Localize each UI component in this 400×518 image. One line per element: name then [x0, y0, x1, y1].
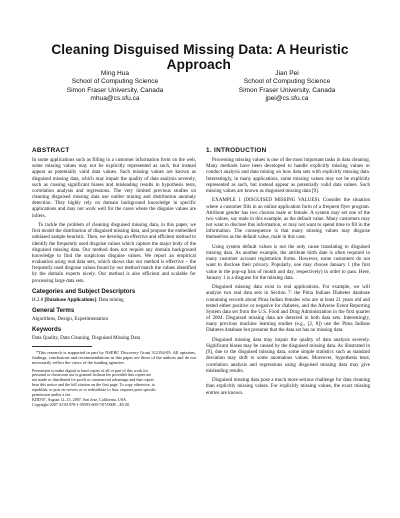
category-code: H.2.8 — [32, 296, 44, 303]
copyright-notice — [32, 369, 196, 408]
abstract-heading: ABSTRACT — [32, 147, 70, 154]
general-terms-heading: General Terms — [32, 306, 75, 314]
title-footnote-mark: * — [230, 57, 234, 63]
author-affiliation: Simon Fraser University, Canada — [238, 86, 336, 94]
introduction-heading: 1. INTRODUCTION — [206, 147, 267, 154]
category-detail: : Data mining — [95, 296, 124, 303]
intro-paragraph: Disguised missing data pose a much more serious challenge for data cleaning than explicitly missing values. For explicitly missing values, the exact missing entries are known. — [206, 377, 370, 396]
abstract-paragraph: To tackle the problem of cleaning disguised missing data, in this paper, we first model the distribution of disguised missing data, and propose the embedded unbiased sample heuristic. Then, we develop an effective and efficient method to identify the frequently used disguise values which capture the major body of the disguised missing data. Our method does not require any domain background knowledge to find the suspicious disguise values. We report an empirical evaluation using real data sets, which shows that our method is effective – the frequently used disguise values found by our method match the values identified by the domain experts nicely. Our method is also efficient and scalable for processing large data sets. — [32, 222, 196, 284]
copyright-line: Permission to make digital or hard copies of all or part of this work for — [32, 367, 148, 373]
paper-title-text: Cleaning Disguised Missing Data: A Heuristic Approach — [51, 42, 349, 72]
author-name: Ming Hua — [100, 70, 130, 77]
intro-paragraph: Disguised missing data exist in real applications. For example, we will analyze two real data sets in Section 7: the Pima Indians Diabetes database containing records about Pima Indian females who are at least 21 years old and tested either positive or negative for diabetes, and the Adverse Event Reporting System data set from the U.S. Food and Drug Administration in the first quarter of 2004. Disguised missing data are detected in both data sets. Interestingly, many previous machine learning studies (e.g., [2, 8]) use the Pima Indians Diabetes database but presume that the data set has no missing data. — [206, 284, 370, 334]
copyright-line: republish, to post on servers or to redistribute to lists, requires prior specific — [32, 387, 157, 393]
categories-text — [32, 297, 196, 303]
author-affiliation: Simon Fraser University, Canada — [66, 86, 164, 94]
funding-footnote: *This research is supported in part by NSERC Discovery Grant 312194-05. All opinions, findings, conclusions and recommendations in this paper are those of the authors and do not necessarily reflect the views of the funding agencies. — [32, 349, 196, 366]
right-column — [206, 148, 370, 399]
copyright-line: Copyright 2007 ACM 978-1-59593-609-7/07/0008 ...$5.00. — [32, 401, 130, 407]
author-name: Jian Pei — [275, 70, 299, 77]
category-name: [Database Applications] — [44, 296, 96, 303]
author-affiliation: School of Computing Science — [71, 78, 159, 86]
general-terms-text: Algorithms, Design, Experimentation — [32, 316, 108, 323]
intro-paragraph: Processing missing values is one of the most important tasks in data cleaning. Many methods have been developed to handle explicitly missing values or conduct analysis and data mining on how data sets with explicitly missing data. Interestingly, in many applications, some missing values may not be explicitly represented as such, but instead appear as potentially valid data values. Such missing values are known as disguised missing data [9]. — [206, 157, 370, 194]
author-block-2 — [202, 70, 372, 103]
keywords-heading: Keywords — [32, 326, 62, 334]
keywords-text: Data Quality, Data Cleaning, Disguised Missing Data — [32, 335, 141, 342]
left-column — [32, 148, 196, 408]
intro-paragraph: Disguised missing data may impair the quality of data analysis severely. Significant biases may be caused by the disguised missing data. As illustrated in [9], due to the disguised missing data, some simple statistics such as standard deviation may shift to some anomalous values. Moreover, hypothesis tests, correlation analysis and regressions using disguised missing data may give misleading results. — [206, 336, 370, 374]
footnote-divider — [32, 346, 92, 347]
paper-title — [30, 42, 370, 72]
author-affiliation: School of Computing Science — [243, 78, 331, 86]
copyright-line: personal or classroom use is granted without fee provided that copies are — [32, 372, 152, 378]
author-email: jpei@cs.sfu.ca — [265, 94, 309, 102]
abstract-paragraph: In some applications such as filling in a customer information form on the web, some missing values may not be explicitly represented as such, but instead appear as potentially valid data values. Such missing values are known as disguised missing data, which may impair the quality of data analysis severely, such as causing significant biases and misleading results in hypothesis tests, correlation analysis and regressions. The very limited previous studies on cleaning disguised missing data use outlier mining and distribution anomaly detection. They highly rely on domain background knowledge in specific applications and may not work well for the cases where the disguise values are inliers. — [32, 157, 196, 219]
copyright-line: permission and/or a fee. — [32, 392, 72, 398]
author-block-1 — [30, 70, 200, 103]
author-email: mhua@cs.sfu.ca — [90, 94, 140, 102]
intro-paragraph: Using system default values is not the only cause translating to disguised missing data. As another example, the attribute birth date is often required in many customer account registration forms. However, some customers do not want to disclose their privacy. Popularly, one may choose January 1 (the first value in the pop-up lists of month and day, respectively) in order to pass. Here, January 1 is a disguise for the missing data. — [206, 243, 370, 281]
copyright-line: KDD'07, August 12–15, 2007, San Jose, California, USA. — [32, 396, 128, 402]
copyright-line: not made or distributed for profit or commercial advantage and that copies — [32, 377, 154, 383]
example-paragraph: EXAMPLE 1 (DISGUISED MISSING VALUES). Consider the situation where a customer fills in an online application form of a frequent flyer program. Attribute gender has two choices male or female. A system may set one of the two values, say male in this example, as the default value. Many customers may not want to disclose this information, or may not want to spend time to fill in the information. The consequence is that many missing values may disguise themselves as the default value, male in this case. — [206, 197, 370, 241]
categories-heading: Categories and Subject Descriptors — [32, 287, 136, 295]
copyright-line: bear this notice and the full citation on the first page. To copy otherwise, to — [32, 382, 155, 388]
